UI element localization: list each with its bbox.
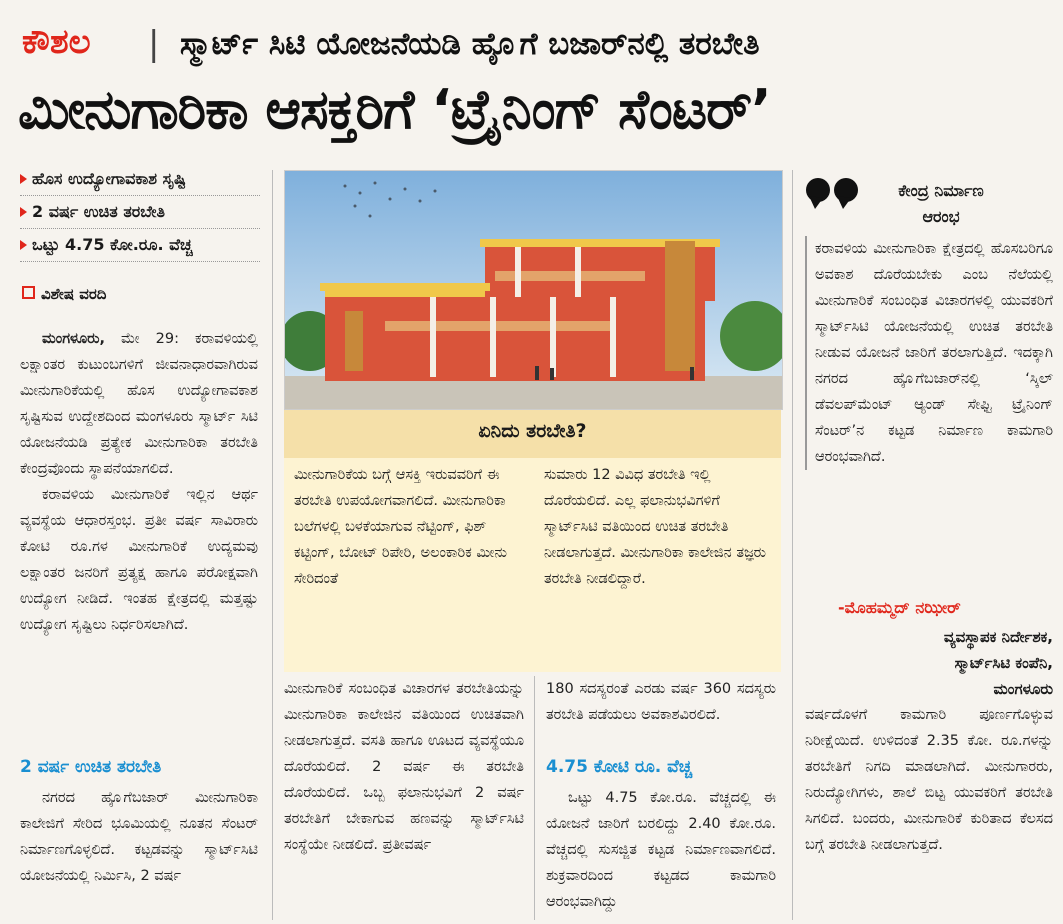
info-box-right-text: ಸುಮಾರು 12 ವಿವಿಧ ತರಬೇತಿ ಇಲ್ಲಿ ದೊರೆಯಲಿದೆ. ಎಲ್ಲ ಫಲಾನುಭವಿಗಳಿಗೆ ಸ್ಮಾರ್ಟ್‌ಸಿಟಿ ವತಿಯಿಂದ ಉಚಿತ ತರಬೇತಿ ನೀಡಲಾಗುತ್ತದೆ. ಮೀನುಗಾರಿಕಾ ಕಾಲೇಜಿನ ತಜ್ಞರು ತರಬೇತಿ ನೀಡಲಿದ್ದಾರೆ. [544,467,766,587]
article-paragraph [20,326,258,482]
highlight-item: ಒಟ್ಟು 4.75 ಕೋ.ರೂ. ವೆಚ್ಚ [20,229,260,262]
article-column-2 [284,676,524,858]
column-rule [792,170,793,920]
article-column-4 [805,702,1053,858]
article-paragraph: ಮೀನುಗಾರಿಕೆ ಸಂಬಂಧಿತ ವಿಚಾರಗಳ ತರಬೇತಿಯನ್ನು ಮೀನುಗಾರಿಕಾ ಕಾಲೇಜಿನ ವತಿಯಿಂದ ಉಚಿತವಾಗಿ ನೀಡಲಾಗುತ್ತದೆ. ವಸತಿ ಹಾಗೂ ಊಟದ ವ್ಯವಸ್ಥೆಯೂ ದೊರೆಯಲಿದೆ. 2 ವರ್ಷ ಈ ತರಬೇತಿ ದೊರೆಯಲಿದೆ. ಒಬ್ಬ ಫಲಾನುಭವಿಗೆ 2 ವರ್ಷ ತರಬೇತಿಗೆ ಬೇಕಾಗುವ ಹಣವನ್ನು ಸ್ಮಾರ್ಟ್‌ಸಿಟಿ ಸಂಸ್ಥೆಯೇ ನೀಡಲಿದೆ. ಪ್ರತೀವರ್ಷ [284,681,524,853]
article-column-3-continued [546,785,776,915]
info-box-left-text: ಮೀನುಗಾರಿಕೆಯ ಬಗ್ಗೆ ಆಸಕ್ತಿ ಇರುವವರಿಗೆ ಈ ತರಬೇತಿ ಉಪಯೋಗವಾಗಲಿದೆ. ಮೀನುಗಾರಿಕಾ ಬಲೆಗಳಲ್ಲಿ ಬಳಕೆಯಾಗುವ ನೆಟ್ಟಿಂಗ್, ಫಿಶ್ ಕಟ್ಟಿಂಗ್, ಬೋಟ್ ರಿಪೇರಿ, ಅಲಂಕಾರಿಕ ಮೀನು ಸೇರಿದಂತೆ [294,467,508,587]
dateline: ಮಂಗಳೂರು, [42,331,105,347]
article-paragraph: ವರ್ಷದೊಳಗೆ ಕಾಮಗಾರಿ ಪೂರ್ಣಗೊಳ್ಳುವ ನಿರೀಕ್ಷೆಯಿದೆ. ಉಳಿದಂತೆ 2.35 ಕೋ. ರೂ.ಗಳನ್ನು ತರಬೇತಿಗೆ ನಿಗದಿ ಮಾಡಲಾಗಿದೆ. ಮೀನುಗಾರರು, ನಿರುದ್ಯೋಗಿಗಳು, ಶಾಲೆ ಬಿಟ್ಟ ಯುವಕರಿಗೆ ತರಬೇತಿ ಸಿಗಲಿದೆ. ಬಂದರು, ಮೀನುಗಾರಿಕೆ ಕುರಿತಾದ ಕೆಲಸದ ಬಗ್ಗೆ ತರಬೇತಿ ನೀಡಲಾಗುತ್ತದೆ. [805,707,1053,853]
subheading-cost: 4.75 ಕೋಟಿ ರೂ. ವೆಚ್ಚ [546,757,693,777]
subheading-free-training: 2 ವರ್ಷ ಉಚಿತ ತರಬೇತಿ [20,757,162,777]
article-column-3 [546,676,776,728]
column-rule [272,170,273,920]
designation-line: ಮಂಗಳೂರು [993,680,1053,698]
kicker-separator: | [148,24,160,64]
designation-line: ವ್ಯವಸ್ಥಾಪಕ ನಿರ್ದೇಶಕ, [943,628,1053,646]
quote-text [805,236,1053,470]
article-paragraph: ಕರಾವಳಿಯ ಮೀನುಗಾರಿಕೆ ಇಲ್ಲಿನ ಆರ್ಥ ವ್ಯವಸ್ಥೆಯ ಆಧಾರಸ್ತಂಭ. ಪ್ರತೀ ವರ್ಷ ಸಾವಿರಾರು ಕೋಟಿ ರೂ.ಗಳ ಮೀನುಗಾರಿಕೆ ಉದ್ಯಮವು ಲಕ್ಷಾಂತರ ಜನರಿಗೆ ಪ್ರತ್ಯಕ್ಷ ಹಾಗೂ ಪರೋಕ್ಷವಾಗಿ ಉದ್ಯೋಗ ನೀಡಿದೆ. ಇಂತಹ ಕ್ಷೇತ್ರದಲ್ಲಿ ಮತ್ತಷ್ಟು ಉದ್ಯೋಗ ಸೃಷ್ಟಿಲು ನಿರ್ಧರಿಸಲಾಗಿದೆ. [20,487,258,633]
quote-author: -ಮೊಹಮ್ಮದ್ ನಝೀರ್ [838,598,961,617]
main-headline: ಮೀನುಗಾರಿಕಾ ಆಸಕ್ತರಿಗೆ ‘ಟ್ರೈನಿಂಗ್ ಸೆಂಟರ್’ [18,78,771,141]
designation-line: ಸ್ಮಾರ್ಟ್‌ಸಿಟಿ ಕಂಪೆನಿ, [954,654,1053,672]
author-designation [808,624,1053,702]
article-paragraph: 180 ಸದಸ್ಯರಂತೆ ಎರಡು ವರ್ಷ 360 ಸದಸ್ಯರು ತರಬೇತಿ ಪಡೆಯಲು ಅವಕಾಶವಿರಲಿದೆ. [546,681,776,723]
paragraph-text: ಮೇ 29: ಕರಾವಳಿಯಲ್ಲಿ ಲಕ್ಷಾಂತರ ಕುಟುಂಬಗಳಿಗೆ ಜೀವನಾಧಾರವಾಗಿರುವ ಮೀನುಗಾರಿಕೆಯಲ್ಲಿ ಹೊಸ ಉದ್ಯೋಗಾವಕಾಶ ಸೃಷ್ಟಿಸುವ ಉದ್ದೇಶದಿಂದ ಮಂಗಳೂರು ಸ್ಮಾರ್ಟ್ ಸಿಟಿ ಯೋಜನೆಯಡಿ ಪ್ರತ್ಯೇಕ ಮೀನುಗಾರಿಕಾ ತರಬೇತಿ ಕೇಂದ್ರವೊಂದು ಸ್ಥಾಪನೆಯಾಗಲಿದೆ. [20,331,259,477]
column-rule [534,676,535,920]
info-box-title: ಏನಿದು ತರಬೇತಿ? [478,420,587,442]
article-column-1 [20,326,258,638]
special-report-text: ವಿಶೇಷ ವರದಿ [41,285,107,303]
highlight-item: 2 ವರ್ಷ ಉಚಿತ ತರಬೇತಿ [20,196,260,229]
article-paragraph: ನಗರದ ಹೊೖಗೆಬಜಾರ್ ಮೀನುಗಾರಿಕಾ ಕಾಲೇಜಿಗೆ ಸೇರಿದ ಭೂಮಿಯಲ್ಲಿ ನೂತನ ಸೆಂಟರ್ ನಿರ್ಮಾಣಗೊಳ್ಳಲಿದೆ. ಕಟ್ಟಡವನ್ನು ಸ್ಮಾರ್ಟ್‌ಸಿಟಿ ಯೋಜನೆಯಲ್ಲಿ ನಿರ್ಮಿಸಿ, 2 ವರ್ಷ [20,790,258,884]
quote-paragraph: ಕರಾವಳಿಯ ಮೀನುಗಾರಿಕಾ ಕ್ಷೇತ್ರದಲ್ಲಿ ಹೊಸಬರಿಗೂ ಅವಕಾಶ ದೊರೆಯಬೇಕು ಎಂಬ ನೆಲೆಯಲ್ಲಿ ಮೀನುಗಾರಿಕೆ ಸಂಬಂಧಿತ ವಿಚಾರಗಳಲ್ಲಿ ಯುವಕರಿಗೆ ಸ್ಮಾರ್ಟ್‌ಸಿಟಿ ಯೋಜನೆಯಲ್ಲಿ ಉಚಿತ ತರಬೇತಿ ನೀಡುವ ಯೋಜನೆ ಜಾರಿಗೆ ತರಲಾಗುತ್ತಿದೆ. ಇದಕ್ಕಾಗಿ ನಗರದ ಹೊೖಗೆಬಜಾರ್‌ನಲ್ಲಿ ‘ಸ್ಕಿಲ್ ಡೆವಲಪ್‌ಮೆಂಟ್ ಆ್ಯಂಡ್ ಸೇಫ್ಟಿ ಟ್ರೈನಿಂಗ್ ಸೆಂಟರ್’ನ ಕಟ್ಟಡ ನಿರ್ಮಾಣ ಕಾಮಗಾರಿ ಆರಂಭವಾಗಿದೆ. [815,241,1053,465]
square-bullet-icon [22,286,35,299]
quote-heading-line: ಆರಂಭ [922,207,960,226]
quote-heading-line: ಕೇಂದ್ರ ನಿರ್ಮಾಣ [898,181,984,200]
article-column-1-continued [20,785,258,889]
highlight-item: ಹೊಸ ಉದ್ಯೋಗಾವಕಾಶ ಸೃಷ್ಟಿ [20,163,260,196]
quote-heading [866,178,1016,230]
section-kicker: ಕೌಶಲ [22,22,91,62]
special-report-label [22,285,107,303]
highlights-list [20,163,260,262]
deck-headline: ಸ್ಮಾರ್ಟ್ ಸಿಟಿ ಯೋಜನೆಯಡಿ ಹೊೖಗೆ ಬಜಾರ್‌ನಲ್ಲಿ ತರಬೇತಿ [180,26,760,62]
article-paragraph: ಒಟ್ಟು 4.75 ಕೋ.ರೂ. ವೆಚ್ಚದಲ್ಲಿ ಈ ಯೋಜನೆ ಜಾರಿಗೆ ಬರಲಿದ್ದು 2.40 ಕೋ.ರೂ. ವೆಚ್ಚದಲ್ಲಿ ಸುಸಜ್ಜಿತ ಕಟ್ಟಡ ನಿರ್ಮಾಣವಾಗಲಿದೆ. ಶುಕ್ರವಾರದಿಂದ ಕಟ್ಟಡದ ಕಾಮಗಾರಿ ಆರಂಭವಾಗಿದ್ದು [546,790,776,910]
quote-marks-icon [805,176,863,210]
training-center-building-image [285,171,782,409]
building-photo [284,170,783,410]
